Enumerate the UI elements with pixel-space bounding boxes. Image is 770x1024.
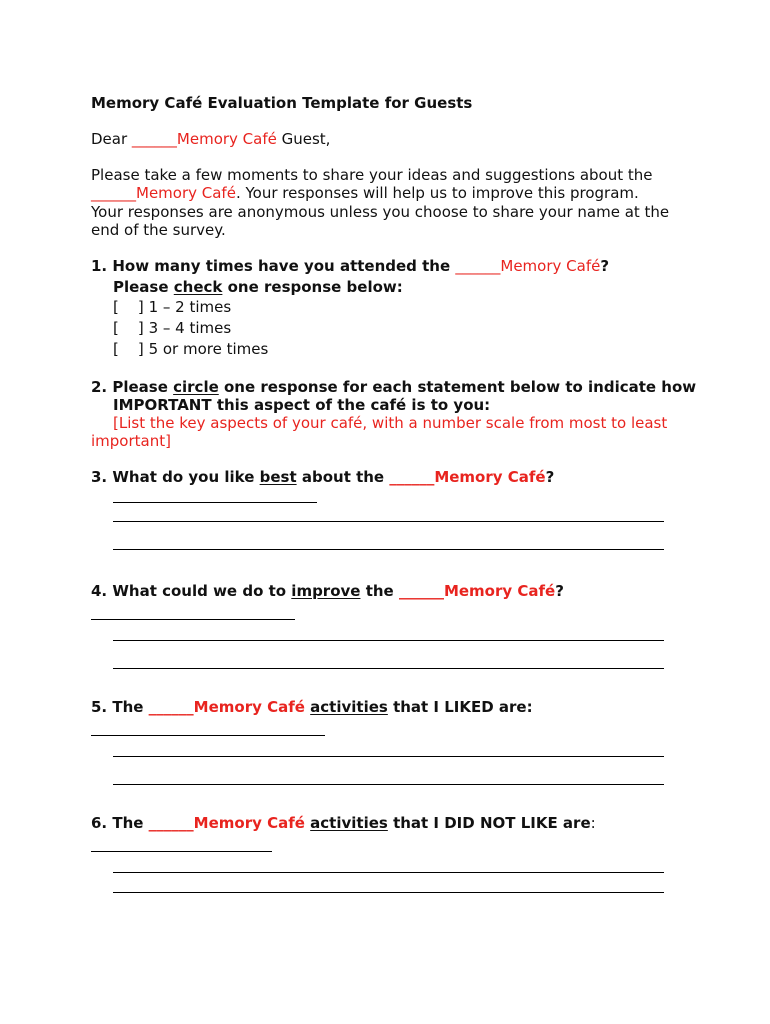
option-label: 3 – 4 times: [148, 319, 232, 337]
question-1: 1. How many times have you attended the ______Memory Café?: [91, 257, 610, 275]
question-3: 3. What do you like best about the ______Memory Café?: [91, 468, 555, 486]
question-2: 2. Please circle one response for each statement below to indicate how: [91, 378, 697, 396]
question-1-instruction: Please check one response below:: [113, 278, 403, 296]
option-label: 5 or more times: [148, 340, 269, 358]
answer-line[interactable]: [113, 640, 664, 641]
answer-line[interactable]: [113, 668, 664, 669]
q4-cafe-name: ______Memory Café: [398, 582, 556, 600]
answer-line[interactable]: [91, 851, 272, 852]
answer-line[interactable]: [113, 549, 664, 550]
greeting: [91, 130, 330, 148]
q6-cafe-name: ______Memory Café: [148, 814, 305, 832]
answer-line[interactable]: [113, 521, 664, 522]
intro-line-1: Please take a few moments to share your ideas and suggestions about the: [91, 166, 653, 184]
answer-line[interactable]: [91, 735, 325, 736]
greeting-suffix: Guest,: [276, 130, 331, 148]
greeting-cafe-name: ______Memory Café: [131, 130, 277, 148]
question-2-note-line-1: [List the key aspects of your café, with a number scale from most to least: [113, 414, 668, 432]
intro-cafe-name: ______Memory Café: [91, 184, 236, 202]
checkbox[interactable]: [ ]: [113, 319, 144, 337]
page-title: Memory Café Evaluation Template for Guests: [91, 94, 473, 112]
answer-line[interactable]: [113, 784, 664, 785]
question-2-line-2: IMPORTANT this aspect of the café is to you:: [113, 396, 491, 414]
option-5-or-more-times[interactable]: [113, 340, 268, 358]
answer-line[interactable]: [91, 619, 295, 620]
intro-line-3: Your responses are anonymous unless you choose to share your name at the: [91, 203, 670, 221]
answer-line[interactable]: [113, 872, 664, 873]
option-label: 1 – 2 times: [148, 298, 232, 316]
option-1-2-times[interactable]: [113, 298, 231, 316]
intro-line-2: ______Memory Café. Your responses will help us to improve this program.: [91, 184, 639, 202]
checkbox[interactable]: [ ]: [113, 340, 144, 358]
question-2-note-line-2: important]: [91, 432, 171, 450]
q5-cafe-name: ______Memory Café: [148, 698, 305, 716]
question-4: 4. What could we do to improve the ______Memory Café?: [91, 582, 564, 600]
q1-cafe-name: ______Memory Café: [455, 257, 601, 275]
question-5: 5. The ______Memory Café activities that I LIKED are:: [91, 698, 533, 716]
intro-line-4: end of the survey.: [91, 221, 226, 239]
answer-line[interactable]: [113, 502, 317, 503]
q3-cafe-name: ______Memory Café: [389, 468, 546, 486]
answer-line[interactable]: [113, 756, 664, 757]
option-3-4-times[interactable]: [113, 319, 231, 337]
answer-line[interactable]: [113, 892, 664, 893]
checkbox[interactable]: [ ]: [113, 298, 144, 316]
question-6: 6. The ______Memory Café activities that I DID NOT LIKE are:: [91, 814, 596, 832]
greeting-prefix: Dear: [91, 130, 132, 148]
